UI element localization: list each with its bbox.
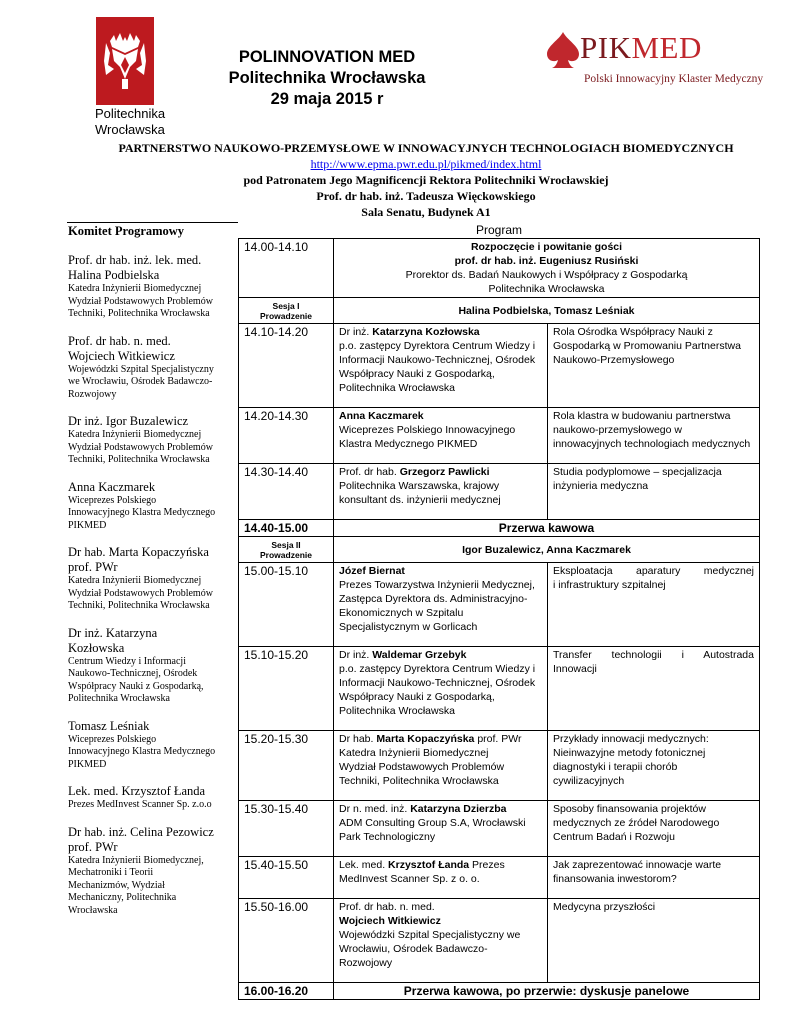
speaker-affiliation: Informacji Naukowo-Technicznej, Ośrodek [339,677,536,689]
speaker-name [339,564,542,578]
eagle-icon [96,17,154,105]
member-affiliation: Katedra Inżynierii Biomedycznej [68,429,202,440]
talk-topic: innowacyjnych technologiach medycznych [553,438,751,450]
speaker-name [339,732,542,746]
time-cell [239,857,334,899]
speaker-affiliation: Politechnika Wrocławska [339,382,455,394]
speaker-surname: Katarzyna Dzierzba [410,803,507,815]
speaker-name [339,900,542,928]
talk-topic: Naukowo-Przemysłowego [553,354,675,366]
member-name: Dr hab. Marta Kopaczyńska [68,545,209,559]
time-cell [239,731,334,801]
committee-member [68,825,236,918]
university-label [95,106,165,138]
member-affiliation: Mechaniczny, Politechnika [68,892,177,903]
pikmed-wordmark [580,30,702,66]
speaker-name [339,325,542,339]
talk-row [239,647,760,731]
time-cell [239,899,334,983]
time-cell [239,520,334,537]
session-row [239,298,760,324]
speaker-cell [334,324,548,408]
speaker-name [339,858,542,872]
speaker-surname: Katarzyna Kozłowska [372,326,480,338]
talk-topic: Rola Ośrodka Współpracy Nauki z [553,326,713,338]
speaker-cell [334,464,548,520]
talk-topic: Sposoby finansowania projektów [553,803,706,815]
speaker-affiliation: Rozwojowy [339,957,393,969]
speaker-affiliation: Wydział Podstawowych Problemów [339,761,505,773]
member-affiliation: Politechnika Wrocławska [68,693,170,704]
speaker-surname: Krzysztof Łanda [388,859,470,871]
member-affiliation: Wiceprezes Polskiego [68,733,157,745]
speaker-surname: Marta Kopaczyńska [376,733,475,745]
member-affiliation: we Wrocławiu, Ośrodek Badawczo- [68,376,213,387]
conference-subtitle: PARTNERSTWO NAUKOWO-PRZEMYSŁOWE W INNOWACYJNYCH TECHNOLOGIACH BIOMEDYCZNYCH [118,141,734,155]
speaker-affiliation: Politechnika Warszawska, krajowy [339,480,500,492]
topic-cell [548,563,760,647]
talk-row [239,899,760,983]
speaker-suffix: Prezes [469,859,505,871]
speaker-affiliation: p.o. zastępcy Dyrektora Centrum Wiedzy i [339,340,536,352]
talk-topic: naukowo-przemysłowego w [553,424,682,436]
speaker-cell [334,563,548,647]
member-affiliation: Współpracy Nauki z Gospodarką, [68,680,204,692]
speaker-affiliation: Zastępca Dyrektora ds. Administracyjno- [339,593,528,605]
session-label-cell [239,298,334,324]
time-slot: 16.00-16.20 [244,984,309,998]
member-name: Tomasz Leśniak [68,718,150,733]
member-affiliation: Rozwojowy [68,388,117,400]
member-affiliation: Mechanizmów, Wydział [68,879,165,891]
speaker-affiliation: Ekonomicznych w Szpitalu [339,607,464,619]
member-affiliation: PIKMED [68,519,107,531]
session-label: Prowadzenie [260,311,312,321]
speaker-affiliation: Wiceprezes Polskiego Innowacyjnego [339,424,516,436]
speaker-surname: Józef Biernat [339,565,405,577]
speaker-affiliation: konsultant ds. inżynierii medycznej [339,494,501,506]
break-row [239,983,760,1000]
member-name: Prof. dr hab. n. med. [68,333,171,348]
pikmed-wordmark-pik: PIK [580,30,632,65]
member-affiliation: Innowacyjnego Klastra Medycznego [68,746,216,757]
member-name: Wojciech Witkiewicz [68,348,175,363]
speaker-surname: Waldemar Grzebyk [372,649,467,661]
talk-topic: Przykłady innowacji medycznych: [553,733,709,745]
topic-cell [548,647,760,731]
time-slot: 14.10-14.20 [244,325,309,339]
talk-topic: finansowania inwestorom? [553,873,677,885]
talk-topic: Transfer technologii i Autostrada [553,649,754,661]
time-slot: 14.40-15.00 [244,521,309,535]
university-label-line: Wrocławska [95,122,165,137]
session-chairs-text: Igor Buzalewicz, Anna Kaczmarek [462,543,631,556]
program-title-row [239,222,760,239]
member-affiliation: Techniki, Politechnika Wrocławska [68,600,210,611]
speaker-affiliation: Park Technologiczny [339,831,436,843]
speaker-affiliation: ADM Consulting Group S.A, Wrocławski [339,817,526,829]
member-affiliation: Techniki, Politechnika Wrocławska [68,454,210,465]
session-label: Sesja II [271,540,301,550]
member-name: prof. PWr [68,560,118,574]
time-slot: 14.00-14.10 [244,240,309,254]
member-affiliation: Innowacyjnego Klastra Medycznego [68,507,216,518]
session-row [239,537,760,563]
time-cell [239,647,334,731]
speaker-cell [334,647,548,731]
topic-cell [548,731,760,801]
talk-topic: Medycyna przyszłości [553,901,656,913]
speaker-cell [334,899,548,983]
time-slot: 15.30-15.40 [244,802,309,816]
member-name: Lek. med. Krzysztof Łanda [68,784,206,798]
talk-topic: inżynieria medyczna [553,480,649,492]
program-title [239,222,760,239]
event-date: 29 maja 2015 r [270,90,384,108]
time-cell [239,239,334,298]
speaker-title: Prof. dr hab. n. med. [339,901,435,913]
time-slot: 15.00-15.10 [244,564,309,578]
committee-member [68,719,236,772]
program-table [238,222,760,1000]
member-name: Prof. dr hab. inż. lek. med. [68,253,202,267]
member-name: prof. PWr [68,839,118,854]
university-crest-logo [96,17,154,105]
opening-cell [334,239,760,298]
time-cell [239,983,334,1000]
topic-cell [548,801,760,857]
time-cell [239,464,334,520]
talk-row [239,464,760,520]
speaker-title: Dr hab. [339,733,377,745]
member-affiliation: Wojewódzki Szpital Specjalistyczny [68,363,214,375]
talk-topic: diagnostyki i terapii chorób [553,761,678,773]
opening-role: Politechnika Wrocławska [488,283,605,295]
member-name: Dr inż. Katarzyna [68,625,158,640]
pikmed-subtitle: Polski Innowacyjny Klaster Medyczny [584,73,764,85]
speaker-affiliation: Wrocławiu, Ośrodek Badawczo- [339,943,488,955]
patronage-text: pod Patronatem Jego Magnificencji Rektora Politechniki Wrocławskiej [243,173,609,187]
member-affiliation: Wydział Podstawowych Problemów [68,295,213,307]
speaker-affiliation: Współpracy Nauki z Gospodarką, [339,368,495,380]
speaker-affiliation: Informacji Naukowo-Technicznej, Ośrodek [339,354,536,366]
member-affiliation: Wydział Podstawowych Problemów [68,587,213,599]
opening-role: Prorektor ds. Badań Naukowych i Współpracy z Gospodarką [405,269,688,281]
speaker-cell [334,408,548,464]
talk-row [239,408,760,464]
venue-text: Sala Senatu, Budynek A1 [361,205,491,219]
session-chairs-text: Halina Podbielska, Tomasz Leśniak [458,304,635,317]
speaker-title: Lek. med. [339,859,389,871]
break-row [239,520,760,537]
topic-cell [548,899,760,983]
speaker-affiliation: MedInvest Scanner Sp. z o. o. [339,873,480,885]
session-chairs [334,537,760,563]
member-affiliation: Wydział Podstawowych Problemów [68,441,213,453]
opening-title: Rozpoczęcie i powitanie gości [470,241,623,253]
event-name: POLINNOVATION MED [238,48,416,66]
committee-member [68,784,236,812]
speaker-affiliation: Politechnika Wrocławska [339,705,455,717]
time-slot: 15.50-16.00 [244,900,309,914]
event-title [222,47,432,110]
time-cell [239,324,334,408]
member-affiliation: Katedra Inżynierii Biomedycznej [68,283,202,294]
talk-topic: Gospodarką w Promowaniu Partnerstwa [553,340,741,352]
event-host: Politechnika Wrocławska [228,69,426,87]
time-slot: 14.20-14.30 [244,409,309,423]
speaker-affiliation: Specjalistycznym w Gorlicach [339,621,478,633]
speaker-title: Dr inż. [339,326,373,338]
speaker-affiliation: Współpracy Nauki z Gospodarką, [339,691,495,703]
talk-row [239,801,760,857]
speaker-cell [334,857,548,899]
sub-header [96,140,756,220]
speaker-name [339,802,542,816]
talk-topic: cywilizacyjnych [553,775,625,787]
committee-title: Komitet Programowy [68,224,185,238]
talk-topic: i infrastruktury szpitalnej [553,579,666,591]
speaker-title: Dr n. med. inż. [339,803,411,815]
topic-cell [548,464,760,520]
member-affiliation: Centrum Wiedzy i Informacji [68,655,186,667]
speaker-affiliation: Prezes Towarzystwa Inżynierii Medycznej, [339,579,535,591]
topic-cell [548,408,760,464]
session-label-cell [239,537,334,563]
speaker-title: Dr inż. [339,649,373,661]
committee-member [68,626,236,706]
member-affiliation: Mechatroniki i Teorii [68,867,154,878]
talk-row [239,563,760,647]
committee-divider [67,222,238,223]
committee-members [68,253,236,917]
topic-cell [548,324,760,408]
talk-topic: Innowacji [553,663,597,675]
time-cell [239,801,334,857]
talk-topic: Centrum Badań i Rozwoju [553,831,675,843]
member-name: Kozłowska [68,640,125,655]
member-name: Halina Podbielska [68,268,160,282]
topic-cell [548,857,760,899]
break-cell [334,520,760,537]
member-affiliation: Prezes MedInvest Scanner Sp. z.o.o [68,799,212,810]
member-affiliation: Wrocławska [68,904,118,916]
speaker-surname: Anna Kaczmarek [339,410,424,422]
program-title-text: Program [475,223,522,237]
time-cell [239,563,334,647]
program-committee [68,224,236,930]
pikmed-wordmark-med: MED [631,30,702,65]
session-chairs [334,298,760,324]
talk-topic: medycznych ze źródeł Narodowego [553,817,720,829]
break-cell [334,983,760,1000]
committee-member [68,334,236,402]
talk-row [239,731,760,801]
speaker-cell [334,801,548,857]
committee-member [68,480,236,533]
member-name: Anna Kaczmarek [68,479,156,494]
break-label: Przerwa kawowa, po przerwie: dyskusje panelowe [403,984,690,998]
talk-topic: Rola klastra w budowaniu partnerstwa [553,410,731,422]
time-slot: 14.30-14.40 [244,465,309,479]
speaker-affiliation: Katedra Inżynierii Biomedycznej [339,747,489,759]
session-label: Sesja I [272,301,300,311]
speaker-name [339,409,542,423]
talk-topic: Nieinwazyjne metody fotonicznej [553,747,706,759]
speaker-affiliation: Techniki, Politechnika Wrocławska [339,775,499,787]
time-slot: 15.20-15.30 [244,732,309,746]
committee-member [68,414,236,467]
talk-row [239,857,760,899]
speaker-cell [334,731,548,801]
speaker-suffix: prof. PWr [474,733,522,745]
spade-icon [545,30,581,70]
opening-speaker: prof. dr hab. inż. Eugeniusz Rusiński [454,255,639,267]
member-affiliation: Katedra Inżynierii Biomedycznej, [68,854,204,866]
talk-topic: Eksploatacja aparatury medycznej [553,565,754,577]
time-cell [239,408,334,464]
website-link[interactable]: http://www.epma.pwr.edu.pl/pikmed/index.html [310,157,542,171]
speaker-name [339,648,542,662]
member-affiliation: Katedra Inżynierii Biomedycznej [68,575,202,586]
member-affiliation: Techniki, Politechnika Wrocławska [68,308,210,319]
time-slot: 15.40-15.50 [244,858,309,872]
speaker-name [339,465,542,479]
member-affiliation: Naukowo-Technicznej, Ośrodek [68,668,198,679]
speaker-surname: Grzegorz Pawlicki [399,466,490,478]
member-name: Dr hab. inż. Celina Pezowicz [68,824,214,839]
member-affiliation: PIKMED [68,758,107,770]
talk-topic: Studia podyplomowe – specjalizacja [553,466,722,478]
time-slot: 15.10-15.20 [244,648,309,662]
session-label: Prowadzenie [260,550,312,560]
opening-row [239,239,760,298]
talk-topic: Jak zaprezentować innowacje warte [553,859,722,871]
committee-member [68,545,236,613]
committee-member [68,253,236,321]
rector-name: Prof. dr hab. inż. Tadeusza Więckowskiego [316,189,536,203]
member-name: Dr inż. Igor Buzalewicz [68,414,189,428]
speaker-affiliation: Klastra Medycznego PIKMED [339,438,478,450]
speaker-affiliation: Wojewódzki Szpital Specjalistyczny we [339,929,521,941]
university-label-line: Politechnika [95,106,166,121]
speaker-surname: Wojciech Witkiewicz [339,915,441,927]
speaker-title: Prof. dr hab. [339,466,400,478]
break-label: Przerwa kawowa [498,521,595,535]
speaker-affiliation: p.o. zastępcy Dyrektora Centrum Wiedzy i [339,663,536,675]
member-affiliation: Wiceprezes Polskiego [68,494,157,506]
talk-row [239,324,760,408]
